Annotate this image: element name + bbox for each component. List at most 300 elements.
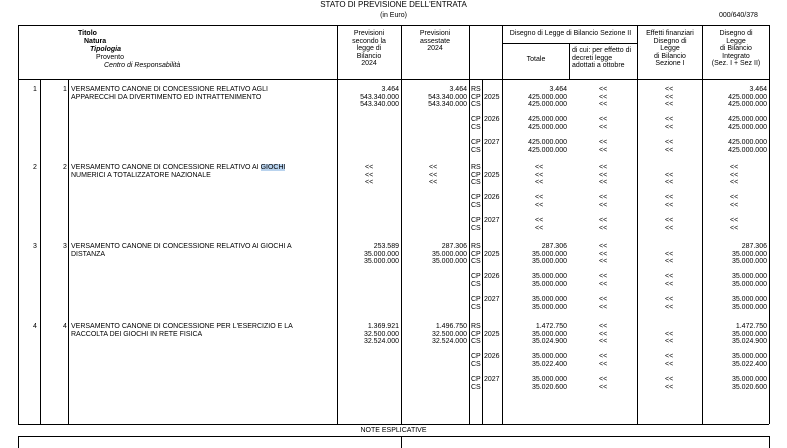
integrato-values — [702, 194, 767, 209]
value-cell — [665, 323, 673, 331]
value-cell: << — [665, 360, 674, 368]
value-cell: 35.000.000 — [531, 273, 567, 280]
integrato-values — [702, 376, 767, 391]
effetti-values — [665, 376, 673, 391]
value-cell: << — [730, 217, 739, 224]
value-cell: << — [599, 296, 608, 303]
value-cell: << — [535, 164, 544, 171]
value-cell: 35.022.400 — [531, 360, 567, 368]
value-cell: << — [730, 179, 739, 187]
header-line: Bilancio — [356, 52, 382, 60]
year-label: 2026 — [484, 116, 500, 123]
value-cell: 543.340.000 — [428, 101, 467, 109]
header-line: 2024 — [361, 60, 377, 68]
value-cell: << — [730, 201, 739, 209]
value-cell: << — [429, 179, 438, 187]
description-text: VERSAMENTO CANONE DI CONCESSIONE RELATIVO AI — [71, 164, 261, 171]
row-description — [71, 86, 268, 101]
totale-values — [502, 217, 567, 232]
effetti-values — [665, 194, 673, 209]
type-code: CP — [471, 353, 481, 360]
value-cell: << — [599, 338, 608, 346]
value-cell: << — [665, 171, 674, 179]
type-codes — [471, 243, 481, 266]
type-codes — [471, 376, 481, 391]
value-cell: << — [665, 224, 674, 232]
value-cell: 253.589 — [373, 243, 399, 250]
value-cell: 35.000.000 — [531, 296, 567, 303]
value-cell: << — [599, 194, 608, 201]
description-line: RACCOLTA DEI GIOCHI IN RETE FISICA — [71, 330, 203, 338]
row-number-provento: 4 — [63, 323, 67, 330]
value-cell: 287.306 — [441, 243, 467, 250]
value-cell: 425.000.000 — [528, 93, 567, 101]
integrato-values — [702, 296, 767, 311]
value-cell: << — [665, 353, 674, 360]
value-cell: << — [365, 179, 374, 187]
value-cell: 543.340.000 — [360, 93, 399, 101]
previsioni-legge-values — [337, 323, 399, 346]
header-ddl-integrato — [703, 30, 769, 68]
value-cell: 425.000.000 — [728, 123, 767, 131]
value-cell: 425.000.000 — [728, 93, 767, 101]
value-cell: << — [730, 194, 739, 201]
di-cui-values — [599, 86, 607, 109]
type-code: CS — [471, 224, 481, 232]
value-cell: 425.000.000 — [528, 146, 567, 154]
header-line: (Sez. I + Sez II) — [711, 60, 761, 68]
value-cell: << — [665, 93, 674, 101]
value-cell: 425.000.000 — [728, 101, 767, 109]
value-cell: 35.000.000 — [431, 250, 467, 258]
table-horizontal-rule — [18, 424, 769, 425]
integrato-values — [702, 243, 767, 266]
value-cell: << — [599, 179, 608, 187]
value-cell: 3.464 — [549, 86, 567, 93]
di-cui-values — [599, 323, 607, 346]
value-cell: 35.000.000 — [363, 258, 399, 266]
type-code: RS — [471, 323, 481, 330]
header-previsioni-assestate — [403, 30, 467, 53]
value-cell: 543.340.000 — [360, 101, 399, 109]
value-cell: << — [665, 86, 674, 93]
value-cell: << — [665, 303, 674, 311]
row-number-provento: 1 — [63, 86, 67, 93]
table-vertical-rule — [68, 79, 69, 424]
di-cui-values — [599, 139, 607, 154]
year-label: 2027 — [484, 217, 500, 224]
row-number-natura: 2 — [33, 164, 37, 171]
value-cell: << — [665, 338, 674, 346]
value-cell — [665, 243, 673, 251]
header-centro: Centro di Responsabilità — [104, 62, 181, 69]
value-cell: 35.024.900 — [731, 338, 767, 346]
value-cell: << — [599, 101, 608, 109]
value-cell: << — [599, 353, 608, 360]
type-code: CS — [471, 179, 481, 187]
type-codes — [471, 164, 481, 187]
value-cell: 425.000.000 — [728, 146, 767, 154]
value-cell: << — [665, 296, 674, 303]
row-number-provento: 2 — [63, 164, 67, 171]
effetti-values — [665, 243, 673, 266]
di-cui-values — [599, 376, 607, 391]
year-label: 2025 — [484, 330, 500, 338]
page-title: STATO DI PREVISIONE DELL'ENTRATA — [320, 0, 467, 9]
value-cell: << — [665, 116, 674, 123]
previsioni-legge-values — [337, 86, 399, 109]
totale-values — [502, 164, 567, 187]
totale-values — [502, 116, 567, 131]
header-line: di Bilancio — [654, 52, 686, 60]
value-cell: << — [665, 383, 674, 391]
value-cell: << — [535, 171, 544, 179]
table-vertical-rule — [18, 436, 19, 448]
value-cell: 35.020.600 — [731, 383, 767, 391]
integrato-values — [702, 323, 767, 346]
previsioni-assestate-values — [401, 164, 467, 187]
type-code: CS — [471, 360, 481, 368]
value-cell: << — [730, 171, 739, 179]
totale-values — [502, 86, 567, 109]
value-cell: 35.000.000 — [531, 280, 567, 288]
value-cell: << — [599, 116, 608, 123]
effetti-values — [665, 323, 673, 346]
value-cell: << — [599, 171, 608, 179]
type-code: CS — [471, 101, 481, 109]
value-cell: 1.472.750 — [735, 323, 767, 330]
table-vertical-rule — [401, 436, 402, 448]
value-cell: << — [599, 258, 608, 266]
totale-values — [502, 323, 567, 346]
value-cell: 35.000.000 — [731, 258, 767, 266]
value-cell: 3.464 — [381, 86, 399, 93]
row-description — [71, 243, 292, 258]
value-cell: 1.472.750 — [535, 323, 567, 330]
year-label: 2025 — [484, 171, 500, 179]
integrato-values — [702, 164, 767, 187]
value-cell: << — [429, 164, 438, 171]
value-cell: 35.000.000 — [531, 258, 567, 266]
di-cui-values — [599, 243, 607, 266]
table-horizontal-rule — [18, 25, 769, 26]
value-cell: 35.000.000 — [363, 250, 399, 258]
row-description — [71, 323, 293, 338]
value-cell: 35.000.000 — [731, 353, 767, 360]
value-cell: 35.000.000 — [531, 353, 567, 360]
value-cell: 287.306 — [541, 243, 567, 250]
value-cell: << — [535, 194, 544, 201]
header-line: secondo la — [352, 37, 386, 45]
year-label: 2026 — [484, 273, 500, 280]
value-cell: << — [599, 243, 608, 250]
value-cell: << — [599, 383, 608, 391]
type-code: CS — [471, 303, 481, 311]
totale-values — [502, 139, 567, 154]
effetti-values — [665, 164, 673, 187]
value-cell: << — [599, 330, 608, 338]
value-cell: << — [599, 224, 608, 232]
year-label: 2027 — [484, 376, 500, 383]
value-cell: << — [599, 250, 608, 258]
row-number-natura: 1 — [33, 86, 37, 93]
value-cell — [665, 164, 673, 172]
type-codes — [471, 86, 481, 109]
value-cell: << — [665, 280, 674, 288]
type-code: CP — [471, 217, 481, 224]
table-horizontal-rule — [18, 436, 769, 437]
document-code: 000/640/378 — [719, 12, 758, 19]
value-cell: 35.022.400 — [731, 360, 767, 368]
value-cell: << — [665, 201, 674, 209]
value-cell: 35.000.000 — [731, 376, 767, 383]
di-cui-values — [599, 194, 607, 209]
header-line: Sezione I — [655, 60, 685, 68]
value-cell: << — [599, 376, 608, 383]
description-line: VERSAMENTO CANONE DI CONCESSIONE RELATIVO AGLI — [71, 86, 268, 93]
value-cell: 32.500.000 — [363, 330, 399, 338]
value-cell: 35.000.000 — [531, 303, 567, 311]
header-previsioni-legge — [339, 30, 399, 68]
value-cell: << — [365, 171, 374, 179]
value-cell: << — [665, 101, 674, 109]
type-code: RS — [471, 164, 481, 171]
integrato-values — [702, 273, 767, 288]
value-cell: << — [599, 273, 608, 280]
value-cell: << — [535, 201, 544, 209]
value-cell: << — [599, 123, 608, 131]
type-codes — [471, 323, 481, 346]
header-line: assestate — [420, 37, 450, 45]
type-code: CP — [471, 376, 481, 383]
header-effetti-finanziari — [638, 30, 702, 68]
value-cell: << — [599, 201, 608, 209]
value-cell: 287.306 — [741, 243, 767, 250]
value-cell: << — [665, 194, 674, 201]
previsioni-assestate-values — [401, 323, 467, 346]
value-cell: 35.000.000 — [731, 303, 767, 311]
type-codes — [471, 194, 481, 209]
header-line: di Bilancio — [720, 45, 752, 53]
value-cell: 1.496.750 — [435, 323, 467, 330]
totale-values — [502, 376, 567, 391]
value-cell: 425.000.000 — [528, 116, 567, 123]
value-cell: 35.000.000 — [531, 330, 567, 338]
value-cell: << — [599, 303, 608, 311]
value-cell: << — [665, 258, 674, 266]
value-cell: << — [599, 323, 608, 330]
row-number-natura: 3 — [33, 243, 37, 250]
table-vertical-rule — [18, 25, 19, 424]
type-code: RS — [471, 86, 481, 93]
description-line: APPARECCHI DA DIVERTIMENTO ED INTRATTENIMENTO — [71, 93, 262, 101]
type-code: CP — [471, 194, 481, 201]
type-code: CP — [471, 171, 481, 179]
value-cell: 35.000.000 — [731, 330, 767, 338]
year-label: 2026 — [484, 353, 500, 360]
table-vertical-rule — [469, 25, 470, 424]
integrato-values — [702, 139, 767, 154]
value-cell: << — [599, 164, 608, 171]
value-cell: << — [599, 139, 608, 146]
table-vertical-rule — [337, 25, 338, 424]
value-cell: 3.464 — [449, 86, 467, 93]
value-cell: 32.500.000 — [431, 330, 467, 338]
header-line: legge di — [356, 45, 382, 53]
header-provento: Provento — [96, 54, 125, 61]
value-cell: 35.000.000 — [731, 273, 767, 280]
type-code: CS — [471, 383, 481, 391]
description-line: VERSAMENTO CANONE DI CONCESSIONE RELATIVO AI GIOCHI A — [71, 243, 292, 250]
value-cell: 35.000.000 — [731, 280, 767, 288]
value-cell: 425.000.000 — [528, 139, 567, 146]
value-cell: << — [535, 179, 544, 187]
description-line: DISTANZA — [71, 250, 106, 258]
header-line: Legge — [726, 37, 746, 45]
previsioni-assestate-values — [401, 86, 467, 109]
value-cell: 35.000.000 — [431, 258, 467, 266]
row-number-provento: 3 — [63, 243, 67, 250]
value-cell: << — [599, 217, 608, 224]
value-cell: 425.000.000 — [728, 116, 767, 123]
table-vertical-rule — [769, 25, 770, 424]
type-code: CP — [471, 139, 481, 146]
header-line: Legge — [660, 45, 680, 53]
value-cell: << — [665, 139, 674, 146]
header-line: adottati a ottobre — [572, 62, 625, 70]
header-line: 2024 — [427, 45, 443, 53]
type-code: CP — [471, 93, 481, 101]
header-titolo: Titolo — [78, 30, 97, 37]
value-cell: 35.000.000 — [731, 296, 767, 303]
year-label: 2026 — [484, 194, 500, 201]
type-code: CS — [471, 258, 481, 266]
value-cell: << — [599, 360, 608, 368]
value-cell: 425.000.000 — [528, 123, 567, 131]
value-cell: 35.000.000 — [531, 250, 567, 258]
type-code: CS — [471, 146, 481, 154]
effetti-values — [665, 273, 673, 288]
value-cell: 35.020.600 — [531, 383, 567, 391]
integrato-values — [702, 116, 767, 131]
row-number-natura: 4 — [33, 323, 37, 330]
effetti-values — [665, 217, 673, 232]
value-cell: << — [730, 224, 739, 232]
header-totale: Totale — [526, 56, 546, 63]
table-vertical-rule — [40, 79, 41, 424]
description-line: VERSAMENTO CANONE DI CONCESSIONE PER L'ESERCIZIO E LA — [71, 323, 293, 330]
type-codes — [471, 273, 481, 288]
value-cell: << — [665, 376, 674, 383]
value-cell: 32.524.000 — [431, 338, 467, 346]
value-cell: 425.000.000 — [728, 139, 767, 146]
type-code: CS — [471, 201, 481, 209]
row-description — [71, 164, 285, 179]
totale-values — [502, 296, 567, 311]
value-cell: << — [665, 273, 674, 280]
type-code: CS — [471, 338, 481, 346]
header-line: Integrato — [722, 52, 750, 60]
year-label: 2027 — [484, 296, 500, 303]
value-cell: << — [599, 93, 608, 101]
table-vertical-rule — [401, 25, 402, 424]
value-cell: << — [665, 123, 674, 131]
header-line: Disegno di — [719, 30, 753, 37]
integrato-values — [702, 86, 767, 109]
value-cell: 35.000.000 — [531, 376, 567, 383]
type-code: CP — [471, 273, 481, 280]
value-cell: << — [665, 179, 674, 187]
type-codes — [471, 139, 481, 154]
value-cell: << — [665, 146, 674, 154]
description-highlight: GIOCHI — [260, 164, 286, 171]
value-cell: << — [730, 164, 739, 171]
year-label: 2027 — [484, 139, 500, 146]
effetti-values — [665, 86, 673, 109]
value-cell: << — [665, 217, 674, 224]
type-code: CS — [471, 280, 481, 288]
header-line: Previsioni — [419, 30, 451, 37]
value-cell: 32.524.000 — [363, 338, 399, 346]
description-line — [71, 164, 285, 172]
year-label: 2025 — [484, 250, 500, 258]
value-cell: << — [599, 280, 608, 288]
header-line: Disegno di — [653, 37, 687, 45]
di-cui-values — [599, 353, 607, 368]
table-vertical-rule — [569, 43, 570, 79]
integrato-values — [702, 353, 767, 368]
totale-values — [502, 243, 567, 266]
di-cui-values — [599, 217, 607, 232]
value-cell: << — [429, 171, 438, 179]
di-cui-values — [599, 164, 607, 187]
value-cell: << — [365, 164, 374, 171]
type-code: RS — [471, 243, 481, 250]
note-esplicative-title: NOTE ESPLICATIVE — [360, 427, 427, 434]
type-code: CP — [471, 330, 481, 338]
header-di-cui — [572, 47, 631, 70]
totale-values — [502, 273, 567, 288]
di-cui-values — [599, 296, 607, 311]
header-line: Effetti finanziari — [646, 30, 694, 37]
type-codes — [471, 217, 481, 232]
previsioni-legge-values — [337, 243, 399, 266]
value-cell: << — [535, 224, 544, 232]
header-line: decreti legge — [572, 54, 613, 62]
value-cell: << — [599, 86, 608, 93]
effetti-values — [665, 139, 673, 154]
value-cell: 1.369.921 — [367, 323, 399, 330]
table-vertical-rule — [482, 79, 483, 424]
type-codes — [471, 116, 481, 131]
totale-values — [502, 194, 567, 209]
year-label: 2025 — [484, 93, 500, 101]
integrato-values — [702, 217, 767, 232]
table-vertical-rule — [769, 436, 770, 448]
type-codes — [471, 353, 481, 368]
value-cell: 35.024.900 — [531, 338, 567, 346]
header-tipologia: Tipologia — [90, 46, 121, 53]
type-code: CS — [471, 123, 481, 131]
totale-values — [502, 353, 567, 368]
value-cell: 3.464 — [749, 86, 767, 93]
effetti-values — [665, 116, 673, 131]
previsioni-legge-values — [337, 164, 399, 187]
effetti-values — [665, 353, 673, 368]
header-line: Previsioni — [353, 30, 385, 37]
value-cell: 543.340.000 — [428, 93, 467, 101]
table-vertical-rule — [637, 25, 638, 424]
